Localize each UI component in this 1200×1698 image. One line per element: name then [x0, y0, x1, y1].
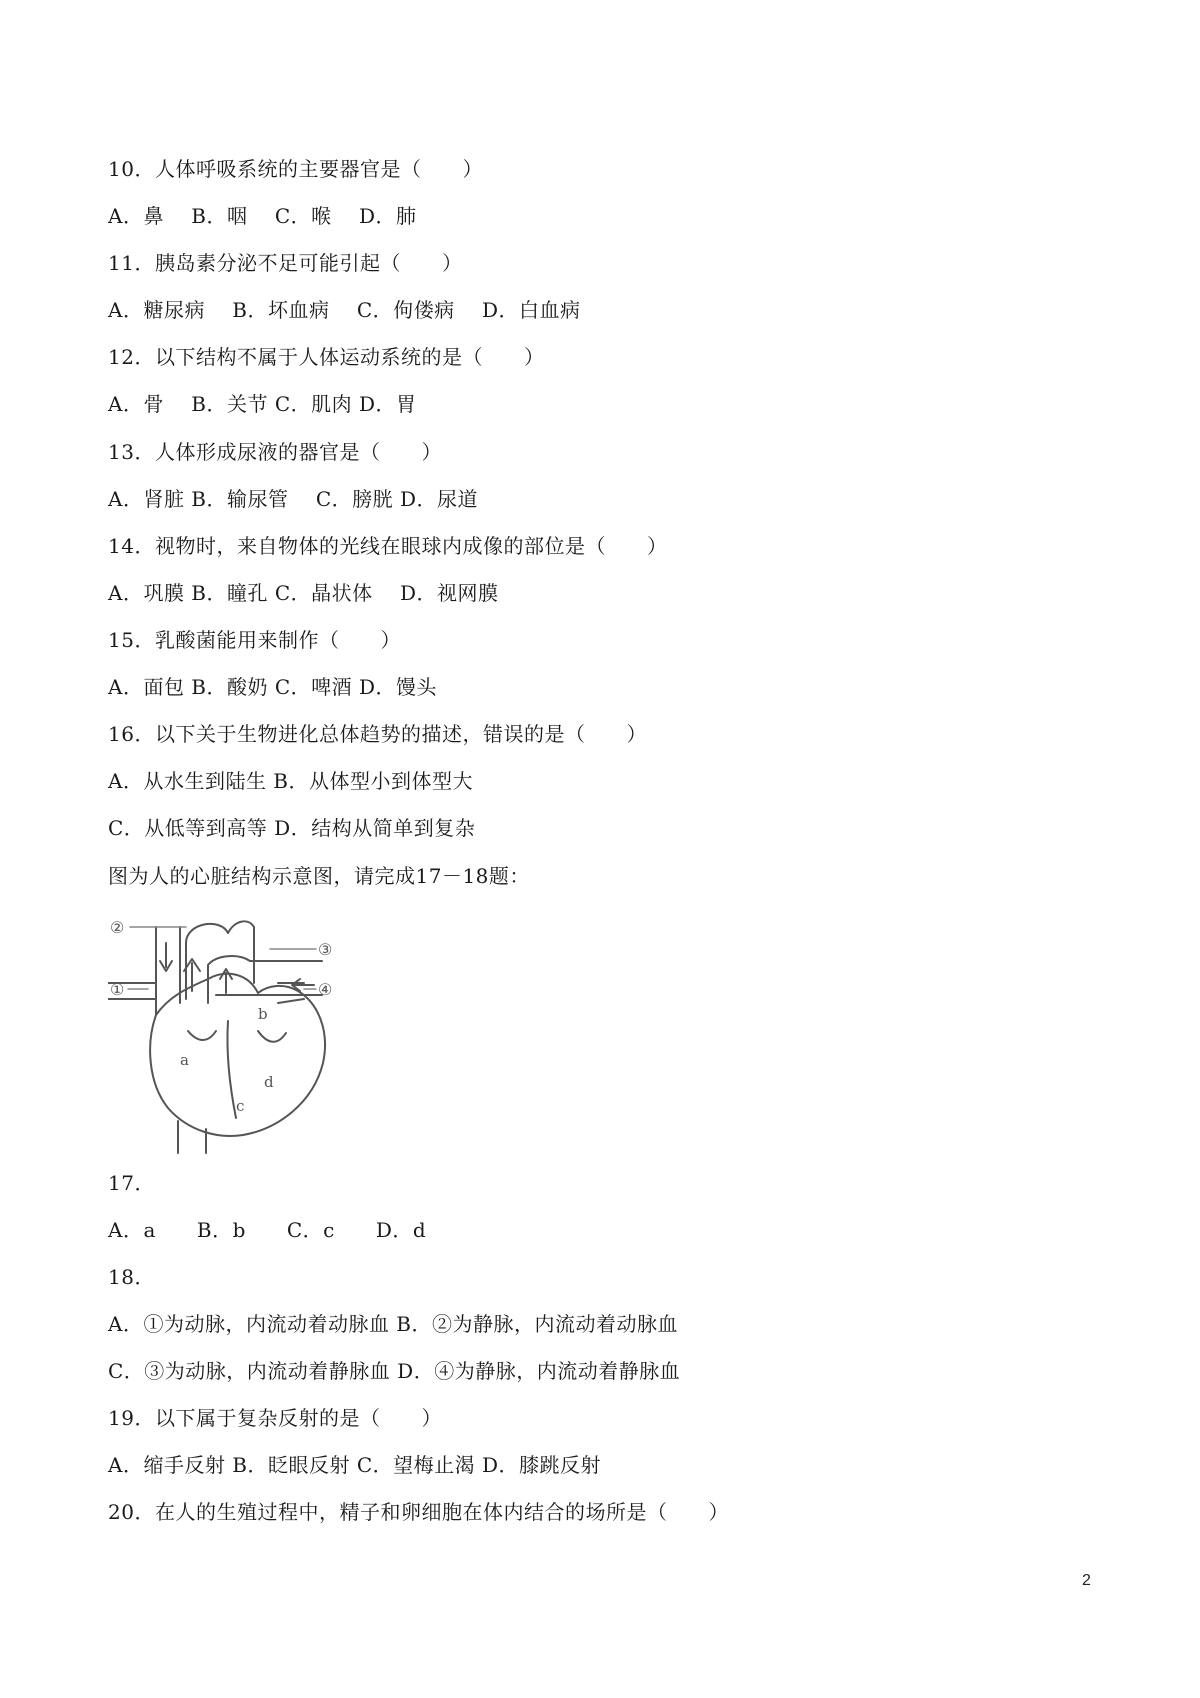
page-number: 2	[1082, 1572, 1091, 1589]
question-12-options: A．骨 B．关节 C．肌肉 D．胃	[108, 392, 417, 416]
heart-diagram	[108, 903, 360, 1155]
question-14-options: A．巩膜 B．瞳孔 C．晶状体 D．视网膜	[108, 581, 499, 605]
label-b: b	[258, 1005, 268, 1023]
question-17-stem: 17．	[108, 1171, 155, 1195]
question-11-stem: 11．胰岛素分泌不足可能引起（ ）	[108, 251, 463, 275]
question-13-stem: 13．人体形成尿液的器官是（ ）	[108, 440, 442, 464]
label-a: a	[180, 1051, 189, 1069]
question-20-stem: 20．在人的生殖过程中，精子和卵细胞在体内结合的场所是（ ）	[108, 1500, 729, 1524]
valve-left	[188, 1031, 216, 1040]
arrow-down-1	[160, 943, 172, 971]
question-10-options: A．鼻 B．咽 C．喉 D．肺	[108, 204, 417, 228]
question-11-options: A．糖尿病 B．坏血病 C．佝偻病 D．白血病	[108, 298, 581, 322]
aorta	[186, 921, 254, 999]
heart-diagram-svg	[108, 903, 360, 1155]
arrow-up-2	[220, 969, 232, 993]
question-19-stem: 19．以下属于复杂反射的是（ ）	[108, 1406, 442, 1430]
question-16-options: A．从水生到陆生 B．从体型小到体型大	[108, 769, 473, 793]
question-19-options: A．缩手反射 B．眨眼反射 C．望梅止渴 D．膝跳反射	[108, 1453, 602, 1477]
label-c: c	[236, 1097, 245, 1115]
diagram-intro: 图为人的心脏结构示意图，请完成17－18题：	[108, 864, 530, 888]
question-16-options-2: C．从低等到高等 D．结构从简单到复杂	[108, 816, 476, 840]
question-15-stem: 15．乳酸菌能用来制作（ ）	[108, 628, 401, 652]
question-15-options: A．面包 B．酸奶 C．啤酒 D．馒头	[108, 675, 438, 699]
label-3: ③	[318, 940, 333, 959]
question-18-options: A．①为动脉，内流动着动脉血 B．②为静脉，内流动着动脉血	[108, 1312, 678, 1336]
question-10-stem: 10．人体呼吸系统的主要器官是（ ）	[108, 157, 483, 181]
question-13-options: A．肾脏 B．输尿管 C．膀胱 D．尿道	[108, 487, 479, 511]
question-14-stem: 14．视物时，来自物体的光线在眼球内成像的部位是（ ）	[108, 534, 668, 558]
septum	[227, 1021, 236, 1118]
label-d: d	[264, 1073, 274, 1091]
question-18-stem: 18．	[108, 1265, 155, 1289]
question-18-options-2: C．③为动脉，内流动着静脉血 D．④为静脉，内流动着静脉血	[108, 1359, 681, 1383]
label-2: ②	[110, 918, 125, 937]
label-4: ④	[318, 980, 333, 999]
question-12-stem: 12．以下结构不属于人体运动系统的是（ ）	[108, 345, 545, 369]
label-1: ①	[110, 980, 125, 999]
question-16-stem: 16．以下关于生物进化总体趋势的描述，错误的是（ ）	[108, 722, 647, 746]
question-17-options: A．a B．b C．c D．d	[108, 1218, 427, 1242]
valve-right	[258, 1031, 286, 1042]
